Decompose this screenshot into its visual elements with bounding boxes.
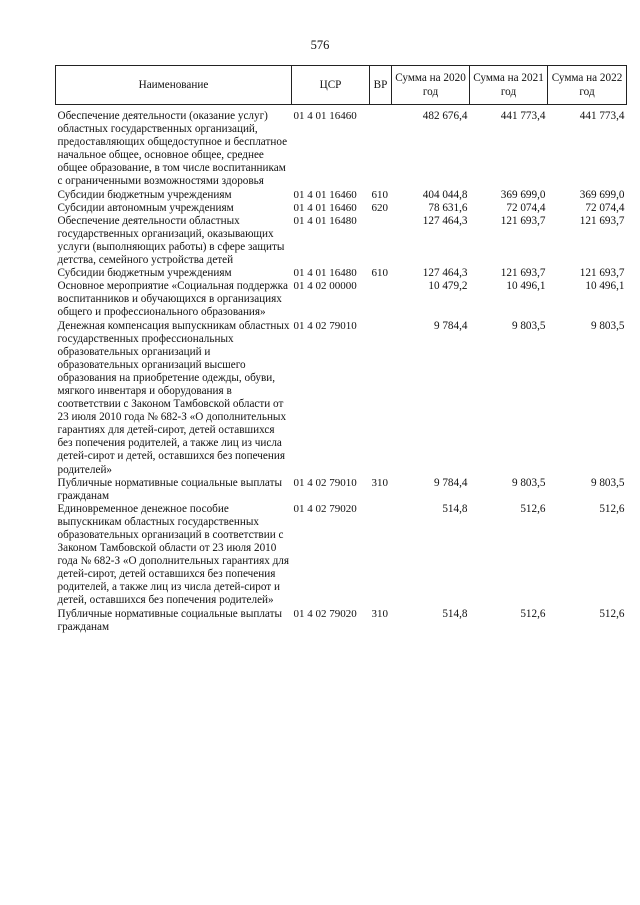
row-csr: 01 4 01 16480 <box>293 214 357 227</box>
row-name: Субсидии автономным учреждениям <box>57 201 234 214</box>
row-sum-2020: 127 464,3 <box>422 267 468 280</box>
row-sum-2022: 10 496,1 <box>585 280 625 293</box>
row-sum-2022: 369 699,0 <box>579 188 625 201</box>
row-name: Обеспечение деятельности (оказание услуг) областных государственных организаций, предоставляющих общедоступное и бесплатное начальное общее, основное общее, среднее общее образование, в том числе воспитанникам с ограниченными возможностями здоровья <box>57 110 288 188</box>
table-row <box>56 320 627 477</box>
row-csr: 01 4 02 79010 <box>293 319 357 332</box>
row-vr: 610 <box>371 267 388 280</box>
row-sum-2022: 9 803,5 <box>590 319 625 332</box>
table-row <box>56 105 627 189</box>
row-name: Основное мероприятие «Социальная поддержка воспитанников и обучающихся в организациях общего и профессионального образования» <box>57 280 288 319</box>
row-name: Единовременное денежное пособие выпускникам областных государственных образовательных организаций в соответствии с Законом Тамбовской области от 23 июля 2010 года № 682-З «О дополнительных гарантиях для детей-сирот, детей оставшихся без попечения родителей, а также лиц из числа детей-сирот и детей, оставшихся без попечения родителей» <box>57 502 290 607</box>
row-sum-2020: 9 784,4 <box>433 319 468 332</box>
budget-table <box>55 65 627 634</box>
row-name: Денежная компенсация выпускникам областных государственных профессиональных образовательных организаций и образовательных организаций высшего образования на приобретение одежды, обуви, мягкого инвентаря и оборудования в соответствии с Законом Тамбовской области от 23 июля 2010 года № 682-З «О дополнительных гарантиях для детей-сирот, детей оставшихся без попечения родителей, а также лиц из числа детей-сирот и детей, оставшихся без попечения родителей» <box>57 319 290 476</box>
row-name: Субсидии бюджетным учреждениям <box>57 267 232 280</box>
row-name: Субсидии бюджетным учреждениям <box>57 188 232 201</box>
table-row <box>56 267 627 280</box>
table-row <box>56 189 627 202</box>
row-sum-2022: 512,6 <box>599 607 625 620</box>
row-sum-2021: 9 803,5 <box>511 476 546 489</box>
row-sum-2022: 9 803,5 <box>590 476 625 489</box>
row-sum-2021: 121 693,7 <box>500 267 546 280</box>
table-row <box>56 608 627 634</box>
page-number: 576 <box>310 38 330 52</box>
row-csr: 01 4 01 16460 <box>293 188 357 201</box>
row-sum-2021: 512,6 <box>520 502 546 515</box>
row-sum-2020: 404 044,8 <box>422 188 468 201</box>
row-vr <box>370 320 392 477</box>
row-csr: 01 4 01 16460 <box>293 201 357 214</box>
table-row <box>56 503 627 608</box>
row-sum-2021: 369 699,0 <box>500 188 546 201</box>
row-name: Публичные нормативные социальные выплаты гражданам <box>57 607 283 633</box>
row-name: Публичные нормативные социальные выплаты гражданам <box>57 476 283 502</box>
header-2022: Сумма на 2022 год <box>548 66 627 105</box>
table-row <box>56 202 627 215</box>
row-vr: 620 <box>371 201 388 214</box>
row-sum-2022: 512,6 <box>599 502 625 515</box>
row-csr: 01 4 02 00000 <box>293 280 357 293</box>
row-vr: 610 <box>371 188 388 201</box>
row-csr: 01 4 02 79020 <box>293 607 357 620</box>
row-sum-2021: 121 693,7 <box>500 214 546 227</box>
row-sum-2021: 512,6 <box>520 607 546 620</box>
table-body <box>56 105 627 634</box>
row-csr: 01 4 02 79010 <box>293 476 357 489</box>
row-sum-2020: 10 479,2 <box>428 280 468 293</box>
row-name: Обеспечение деятельности областных государственных организаций, оказывающих услуги (выполняющих работы) в сфере защиты детства, семейного устройства детей <box>57 214 285 267</box>
header-2020: Сумма на 2020 год <box>392 66 470 105</box>
row-vr <box>370 105 392 189</box>
table-row <box>56 477 627 503</box>
row-sum-2021: 441 773,4 <box>500 110 546 122</box>
header-name: Наименование <box>56 66 292 105</box>
row-sum-2021: 10 496,1 <box>506 280 546 293</box>
row-sum-2021: 9 803,5 <box>511 319 546 332</box>
row-sum-2020: 78 631,6 <box>428 201 468 214</box>
header-2021: Сумма на 2021 год <box>470 66 548 105</box>
row-sum-2020: 514,8 <box>442 607 468 620</box>
row-sum-2022: 72 074,4 <box>585 201 625 214</box>
row-sum-2022: 121 693,7 <box>579 214 625 227</box>
row-csr: 01 4 02 79020 <box>293 502 357 515</box>
table-row <box>56 215 627 267</box>
row-sum-2020: 9 784,4 <box>433 476 468 489</box>
row-sum-2021: 72 074,4 <box>506 201 546 214</box>
row-vr <box>370 280 392 319</box>
row-sum-2022: 121 693,7 <box>579 267 625 280</box>
row-csr: 01 4 01 16480 <box>293 267 357 280</box>
row-csr: 01 4 01 16460 <box>293 110 357 122</box>
row-vr <box>370 503 392 608</box>
row-sum-2020: 482 676,4 <box>422 110 468 122</box>
row-vr: 310 <box>371 476 388 489</box>
table-row <box>56 280 627 319</box>
table-header-row <box>56 66 627 105</box>
row-vr: 310 <box>371 607 388 620</box>
row-sum-2022: 441 773,4 <box>579 110 625 122</box>
header-vr: ВР <box>370 66 392 105</box>
row-vr <box>370 215 392 267</box>
header-csr: ЦСР <box>292 66 370 105</box>
row-sum-2020: 514,8 <box>442 502 468 515</box>
row-sum-2020: 127 464,3 <box>422 214 468 227</box>
